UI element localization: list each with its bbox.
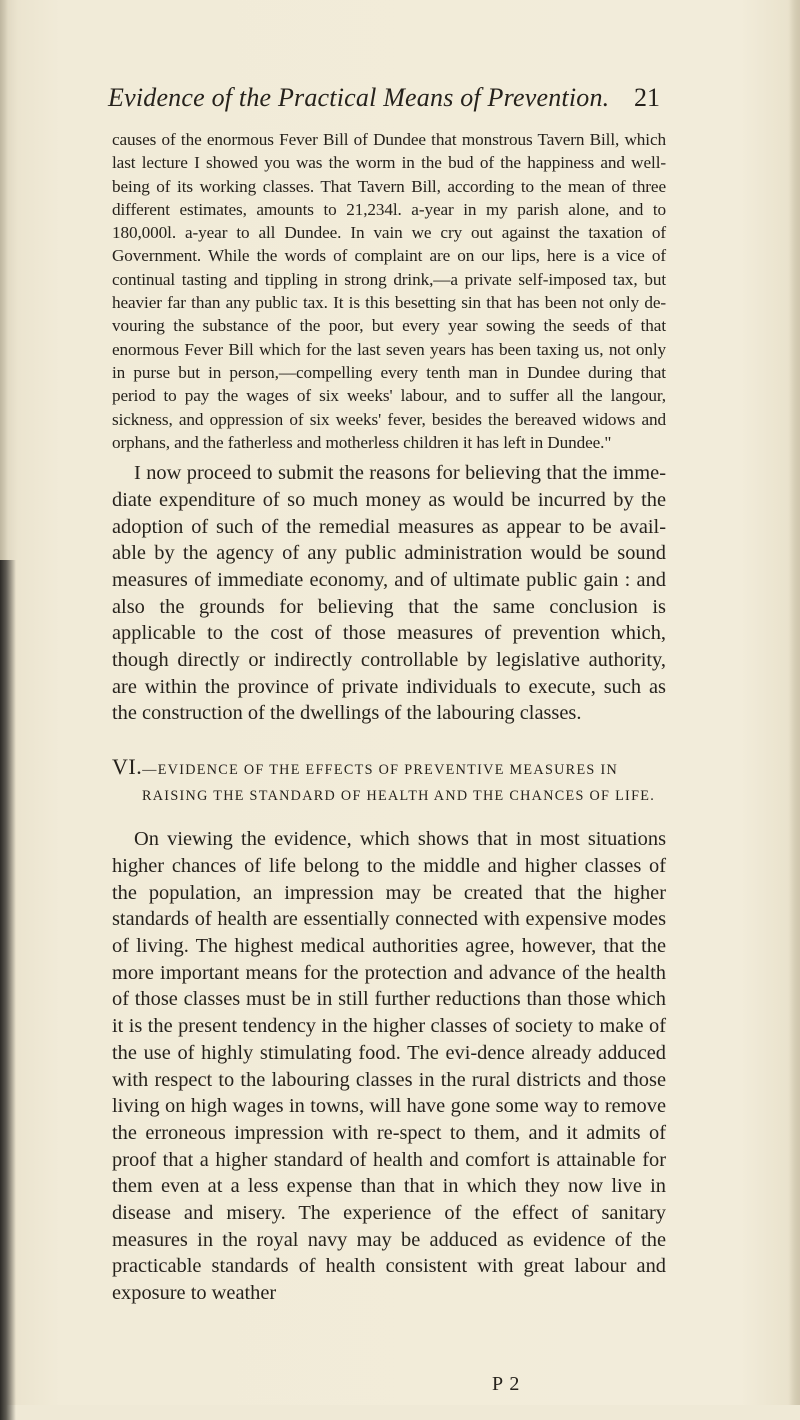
paragraph-evidence: On viewing the evidence, which shows that in most situations higher chances of life belong to the middle and higher classes of the population, an impression may be created that the higher standards of health are essentially connected with expensive modes of living. The highest medical authorities agree, however, that the more important means for the protection and advance of the health of those classes must be in still further reductions than those which it is the present tendency in the higher classes of society to make of the use of highly stimulating food. The evi-dence already adduced with respect to the labouring classes in the rural districts and those living on high wages in towns, will have gone some way to remove the erroneous impression with re-spect to them, and it admits of proof that a higher standard of health and comfort is attainable for them even at a less expense than that in which they now live in disease and misery. The experience of the effect of sanitary measures in the royal navy may be adduced as evidence of the practicable standards of health consistent with great labour and exposure to weather bbox=[112, 828, 666, 1305]
running-head: Evidence of the Practical Means of Prevention. bbox=[108, 83, 610, 112]
signature-mark: P 2 bbox=[492, 1373, 521, 1395]
section-title: —EVIDENCE OF THE EFFECTS OF PREVENTIVE MEASURES IN RAISING THE STANDARD OF HEALTH AND THE CHANCES OF LIFE. bbox=[142, 762, 656, 804]
quoted-paragraph: causes of the enormous Fever Bill of Dundee that monstrous Tavern Bill, which last lecture I showed you was the worm in the bud of the happiness and well-being of its working classes. That Tavern Bill, according to the mean of three different estimates, amounts to 21,234l. a-year in my parish alone, and to 180,000l. a-year to all Dundee. In vain we cry out against the taxation of Government. While the words of complaint are on our lips, here is a vice of continual tasting and tippling in strong drink,—a private self-imposed tax, but heavier far than any public tax. It is this besetting sin that has been not only de-vouring the substance of the poor, but every year sowing the seeds of that enormous Fever Bill which for the last seven years has been taxing us, not only in purse but in person,—compelling every tenth man in Dundee during that period to pay the wages of six weeks' labour, and to suffer all the langour, sickness, and oppression of six weeks' fever, besides the bereaved widows and orphans, and the fatherless and motherless children it has left in Dundee." bbox=[112, 130, 666, 452]
page-edge-right bbox=[788, 0, 800, 1405]
binding-shadow bbox=[0, 560, 16, 1420]
paragraph-reasons: I now proceed to submit the reasons for believing that the imme-diate expenditure of so much money as would be incurred by the adoption of such of the remedial measures as appear to be avail-able by the agency of any public administration would be sound measures of immediate economy, and of ultimate public gain : and also the grounds for believing that the same conclusion is applicable to the cost of those measures of prevention which, though directly or indirectly controllable by legislative authority, are within the province of private individuals to execute, such as the construction of the dwellings of the labouring classes. bbox=[112, 462, 666, 725]
binding-shadow-top bbox=[0, 0, 8, 560]
body-text bbox=[112, 128, 666, 1327]
section-heading bbox=[112, 755, 666, 808]
page-number: 21 bbox=[634, 83, 660, 112]
page-header bbox=[108, 83, 660, 117]
section-number: VI. bbox=[112, 754, 143, 780]
